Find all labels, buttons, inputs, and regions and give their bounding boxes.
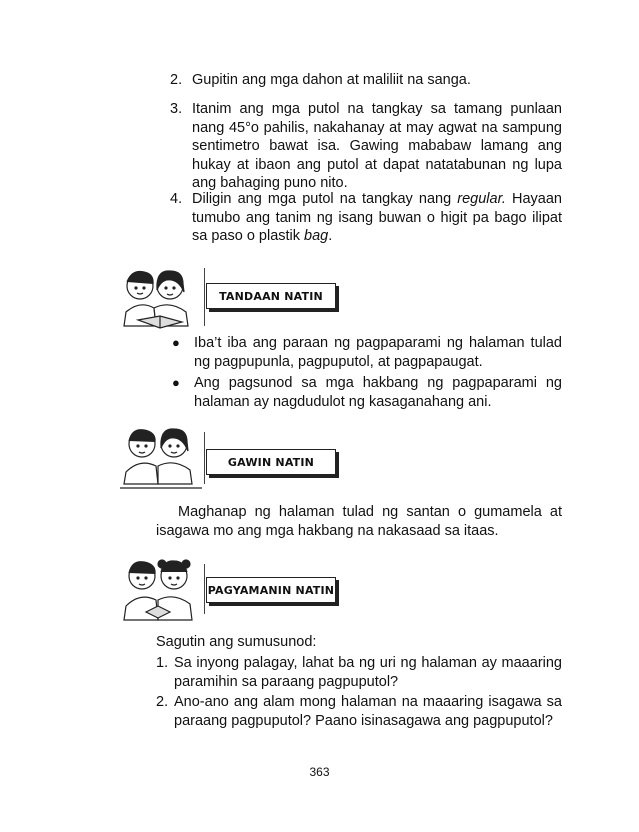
pagyamanin-intro: Sagutin ang sumusunod: (156, 634, 317, 650)
step-number: 4. (170, 191, 183, 207)
question-number: 1. (156, 655, 169, 671)
pagyamanin-natin-banner: PAGYAMANIN NATIN (206, 577, 336, 603)
tandaan-natin-banner: TANDAAN NATIN (206, 283, 336, 309)
question-number: 2. (156, 694, 169, 710)
question-text: Ano-ano ang alam mong halaman na maaaring isagawa sa paraang pagpuputol? Paano isinasagawa ang pagpuputol? (174, 694, 562, 729)
step-text: Diligin ang mga putol na tangkay nang regular. Hayaan tumubo ang tanim ng isang buwan o higit pa bago ilipat sa paso o plastik bag. (192, 191, 562, 244)
gawin-paragraph: Maghanap ng halaman tulad ng santan o gumamela at isagawa mo ang mga hakbang na nakasaad sa itaas. (156, 504, 562, 539)
question-text: Sa inyong palagay, lahat ba ng uri ng halaman ay maaaring paramihin sa paraang pagpuputol? (174, 655, 562, 690)
children-reading-illustration (118, 264, 204, 334)
step-3 (170, 100, 562, 193)
bullet-icon: ● (172, 335, 180, 350)
bullet-item: ● Iba’t iba ang paraan ng pagpaparami ng halaman tulad ng pagpupunla, pagpuputol, at pagpapaugat. (172, 335, 562, 370)
step-number: 2. (170, 72, 183, 88)
gawin-natin-banner: GAWIN NATIN (206, 449, 336, 475)
step-4 (170, 190, 562, 246)
step-text: Gupitin ang mga dahon at maliliit na sanga. (192, 72, 471, 88)
step-text: Itanim ang mga putol na tangkay sa tamang punlaan nang 45°o pahilis, nakahanay at may agwat na sampung sentimetro bawat isa. Gawing mababaw lamang ang hukay at ibaon ang putol at dapat natatabunan ng lupa ang bahaging puno nito. (192, 101, 562, 191)
section-divider-line (204, 268, 205, 326)
children-working-illustration (118, 424, 204, 494)
step-number: 3. (170, 101, 183, 117)
children-studying-illustration (118, 556, 204, 626)
section-divider-line (204, 432, 205, 484)
section-divider-line (204, 564, 205, 614)
bullet-icon: ● (172, 375, 180, 390)
question-2 (156, 693, 562, 730)
question-1 (156, 654, 562, 691)
step-2 (170, 71, 562, 90)
bullet-item: ● Ang pagsunod sa mga hakbang ng pagpaparami ng halaman ay nagdudulot ng kasaganahang ani. (172, 375, 562, 410)
page-number: 363 (309, 765, 330, 779)
